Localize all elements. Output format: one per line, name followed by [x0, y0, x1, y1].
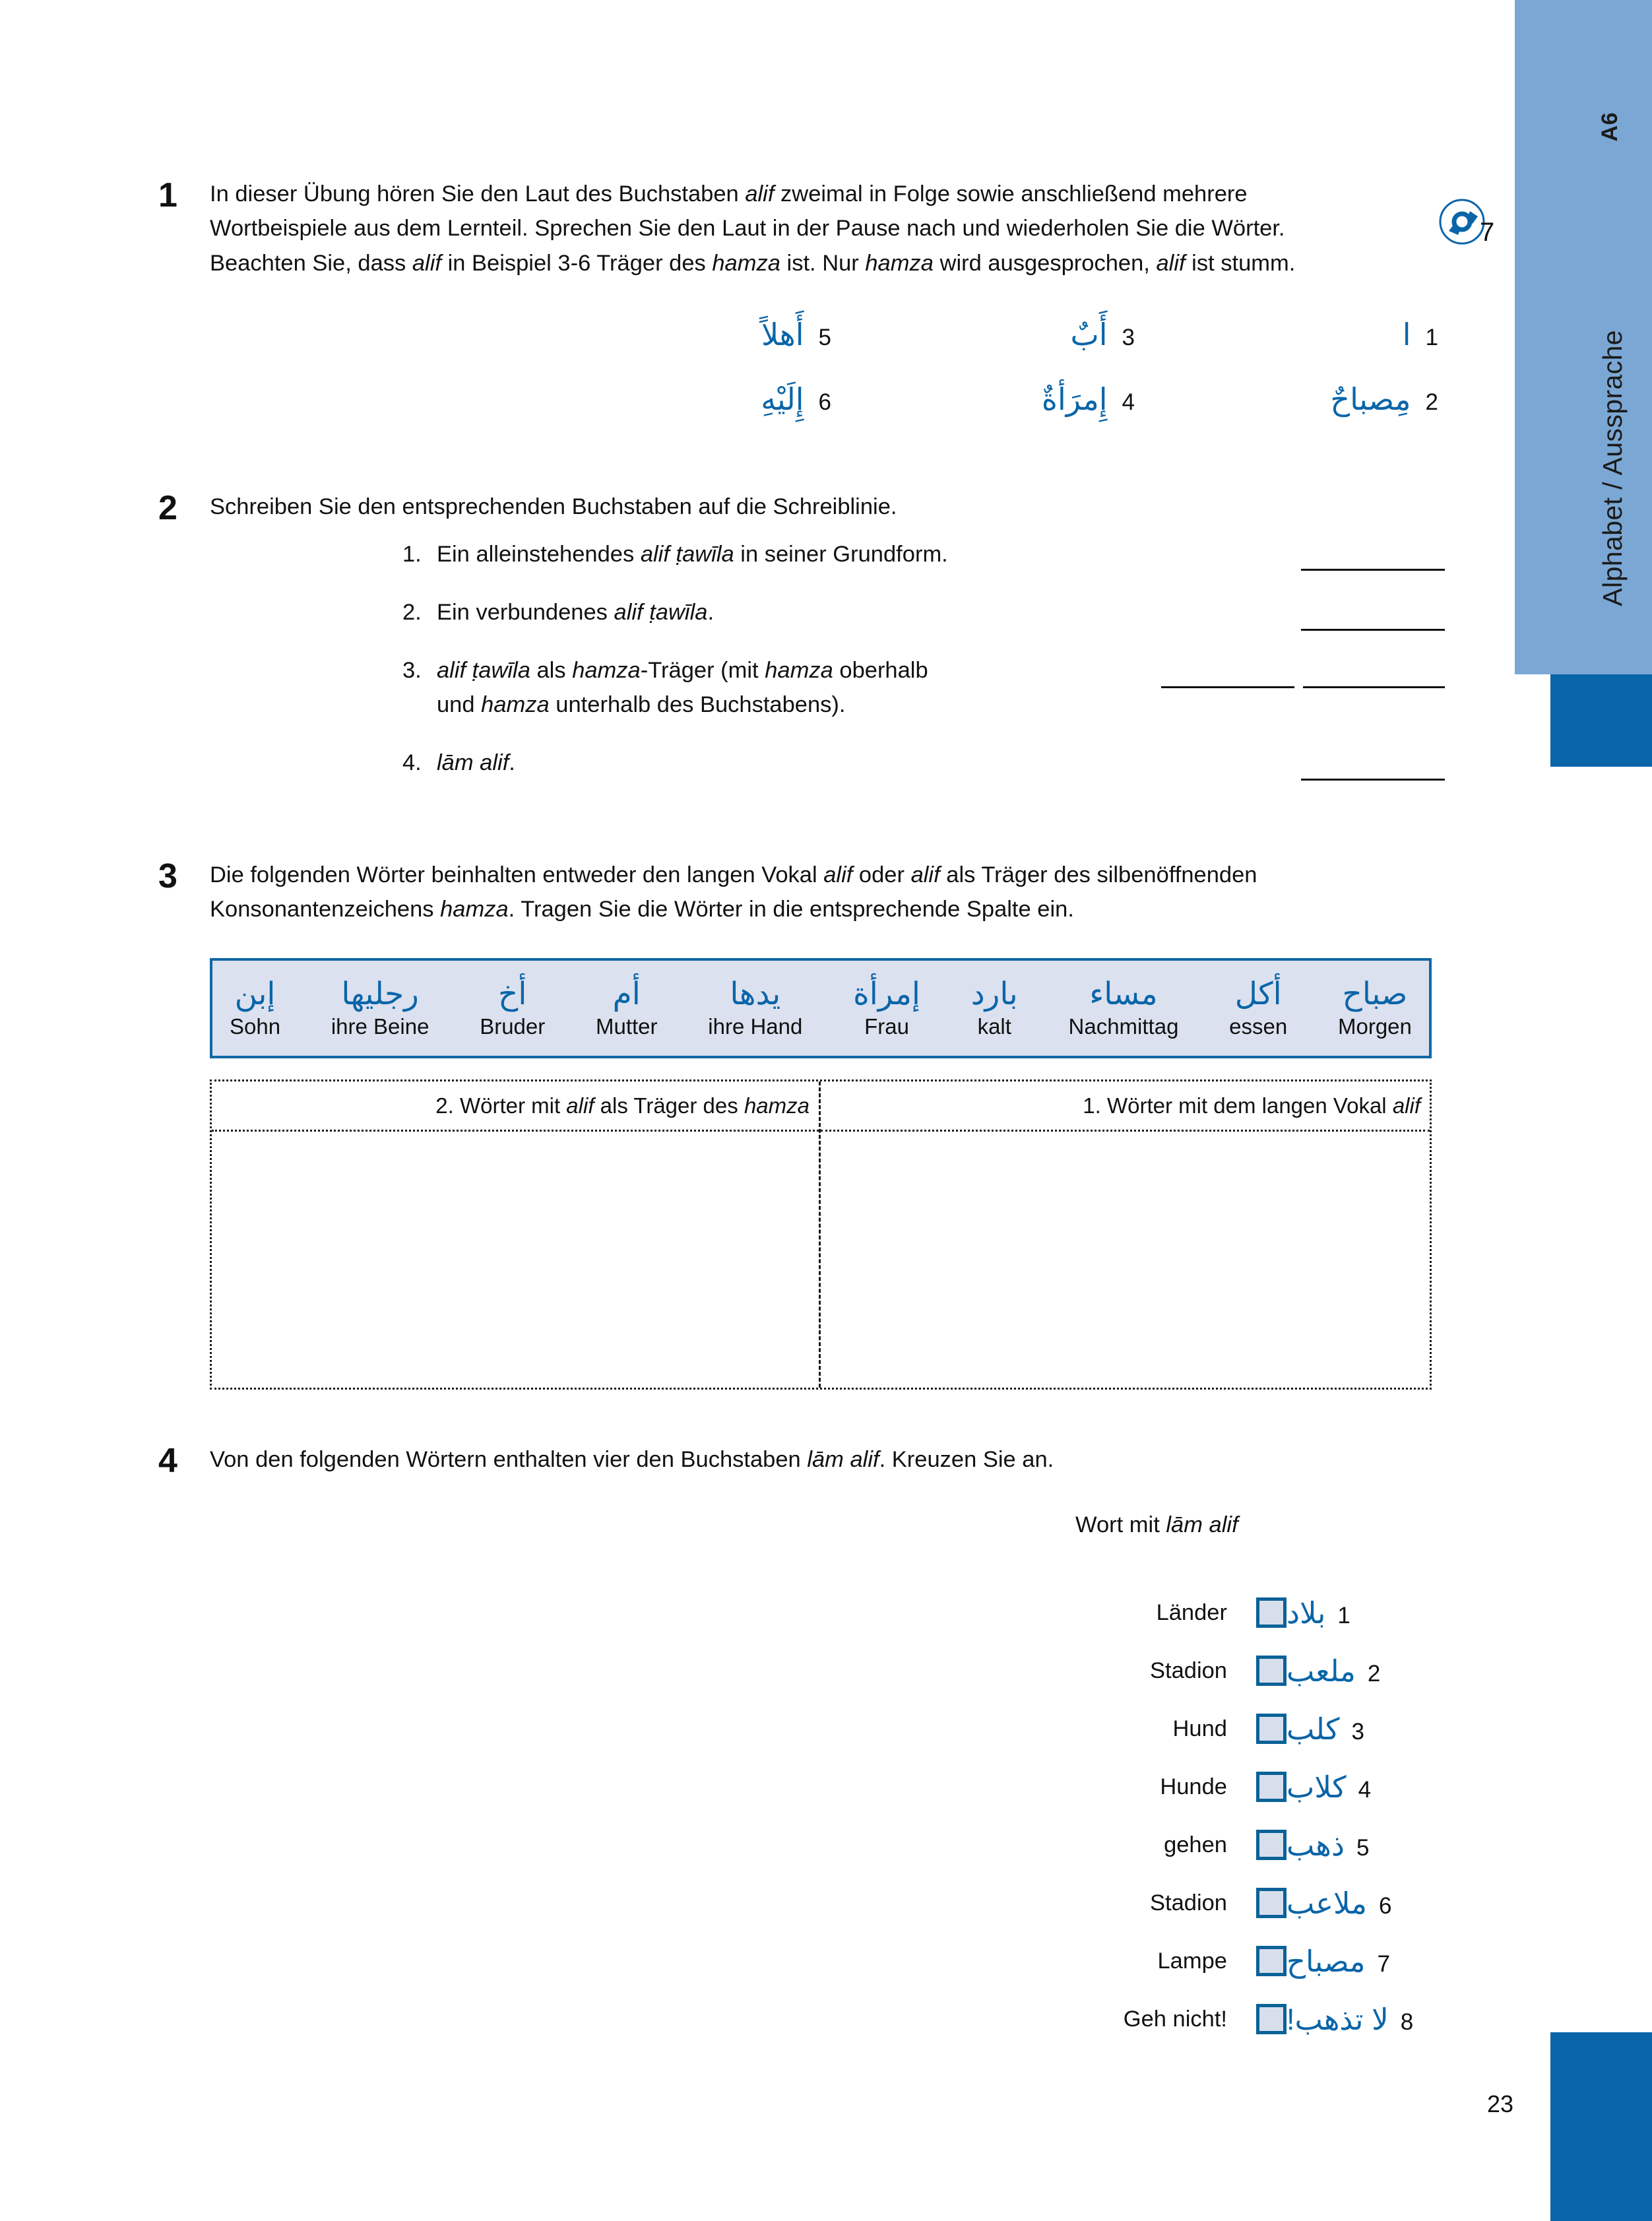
- side-accent-block: [1550, 674, 1652, 767]
- exercise-1-number: 1: [158, 176, 177, 214]
- exercise-2-item-4: [402, 746, 1458, 804]
- answer-column-2-field[interactable]: [212, 1132, 819, 1388]
- word-bank-item: [1229, 977, 1287, 1040]
- row-arabic: ملاعب: [1287, 1886, 1367, 1920]
- word-bank-arabic: إبن: [234, 975, 276, 1011]
- row-german: Geh nicht!: [1123, 2006, 1227, 2032]
- row-arabic-group: [1287, 1712, 1432, 1747]
- row-german: Hund: [1172, 1716, 1227, 1741]
- section-tab: [1515, 0, 1652, 674]
- word-bank-german: Frau: [864, 1014, 909, 1039]
- exercise-1-samples: [614, 317, 1438, 446]
- row-arabic: ملعب: [1287, 1654, 1356, 1688]
- row-arabic: لا تذهب!: [1287, 2002, 1389, 2036]
- row-german: Stadion: [1149, 1658, 1227, 1683]
- exercise-2-item-2: [402, 596, 1458, 654]
- row-german: Stadion: [1149, 1890, 1227, 1915]
- exercise-4: [158, 1442, 1445, 1480]
- row-index: 3: [1351, 1718, 1364, 1745]
- table-row: [976, 1584, 1432, 1642]
- table-row: [976, 1816, 1432, 1874]
- answer-column-2: [212, 1081, 821, 1388]
- row-index: 8: [1400, 2009, 1414, 2035]
- table-row: [976, 1932, 1432, 1990]
- word-bank-item: [853, 977, 920, 1040]
- exercise-2-item-1: [402, 538, 1458, 596]
- row-arabic: كلاب: [1287, 1770, 1347, 1804]
- word-bank-item: [480, 977, 545, 1040]
- row-arabic-group: [1287, 1654, 1432, 1689]
- word-bank-german: Bruder: [480, 1014, 546, 1039]
- word-bank-arabic: يدها: [730, 975, 781, 1011]
- word-bank-arabic: أخ: [498, 975, 527, 1011]
- word-bank-german: Morgen: [1337, 1014, 1412, 1039]
- writing-line-1[interactable]: [1301, 569, 1445, 571]
- column-number: 1.: [1083, 1093, 1101, 1118]
- exercise-1: [158, 177, 1412, 280]
- item-marker: 1.: [402, 542, 422, 567]
- word-bank-item: [596, 977, 658, 1040]
- row-arabic-group: [1287, 1770, 1432, 1805]
- writing-line-3a[interactable]: [1161, 686, 1294, 688]
- column-title: Wörter mit dem langen Vokal alif: [1106, 1093, 1420, 1118]
- word-bank-item: [708, 977, 802, 1040]
- exercise-4-instruction: Von den folgenden Wörtern enthalten vier den Buchstaben lām alif. Kreuzen Sie an.: [210, 1447, 1054, 1472]
- word-bank-arabic: أكل: [1234, 975, 1282, 1011]
- word-bank-arabic: إمرأة: [853, 975, 920, 1011]
- sample-item: [614, 381, 831, 417]
- page-number: 23: [1487, 2090, 1514, 2117]
- word-bank-german: ihre Hand: [708, 1014, 803, 1039]
- table-row: [976, 1642, 1432, 1700]
- row-index: 2: [1367, 1660, 1381, 1687]
- sample-item: [917, 317, 1135, 352]
- exercise-3-line-2: Konsonantenzeichens hamza. Tragen Sie die Wörter in die entsprechende Spalte ein.: [210, 897, 1074, 922]
- word-bank: [210, 958, 1432, 1058]
- word-bank-german: ihre Beine: [331, 1014, 429, 1039]
- answer-table: [210, 1079, 1432, 1390]
- exercise-1-line-3: Beachten Sie, dass alif in Beispiel 3-6 Träger des hamza ist. Nur hamza wird ausgesprochen, alif ist stumm.: [210, 250, 1296, 276]
- checkbox[interactable]: [1256, 1656, 1287, 1686]
- item-marker: 3.: [402, 658, 422, 683]
- sample-index: 2: [1425, 389, 1438, 415]
- row-arabic-group: [1287, 1886, 1432, 1921]
- sample-item: [1221, 381, 1438, 417]
- item-text: lām alif.: [437, 750, 515, 775]
- item-text: alif ṭawīla als hamza-Träger (mit hamza oberhalb und hamza unterhalb des Buchstabens).: [437, 658, 928, 717]
- row-arabic: كلب: [1287, 1712, 1340, 1746]
- answer-column-1-header: [821, 1081, 1430, 1132]
- word-bank-german: kalt: [977, 1014, 1011, 1039]
- exercise-1-instruction: [210, 177, 1404, 280]
- exercise-3: [158, 858, 1445, 927]
- item-marker: 2.: [402, 600, 422, 625]
- answer-column-1: [821, 1081, 1430, 1388]
- column-number: 2.: [435, 1093, 454, 1118]
- exercise-1-line-2: Wortbeispiele aus dem Lernteil. Sprechen Sie den Laut in der Pause nach und wiederholen Sie die Wörter.: [210, 216, 1285, 241]
- table-row: [976, 1990, 1432, 2048]
- row-index: 7: [1377, 1950, 1390, 1977]
- sample-index: 4: [1122, 389, 1135, 415]
- word-bank-item: [230, 977, 280, 1040]
- exercise-4-number: 4: [158, 1442, 177, 1480]
- sample-arabic: أَبٌ: [1070, 317, 1108, 352]
- item-marker: 4.: [402, 750, 422, 775]
- word-bank-item: [971, 977, 1018, 1040]
- writing-line-4[interactable]: [1301, 779, 1445, 781]
- row-arabic-group: [1287, 1595, 1432, 1630]
- row-arabic-group: [1287, 1944, 1432, 1979]
- exercise-2-item-3: [402, 654, 1458, 746]
- sample-index: 1: [1425, 325, 1438, 350]
- side-accent-strip-bottom: [1550, 2032, 1652, 2221]
- word-bank-german: Mutter: [596, 1014, 658, 1039]
- word-bank-arabic: صباح: [1342, 975, 1408, 1011]
- word-bank-arabic: بارد: [970, 975, 1018, 1011]
- exercise-1-line-1: In dieser Übung hören Sie den Laut des Buchstaben alif zweimal in Folge sowie anschließend mehrere: [210, 181, 1248, 207]
- exercise-2: [158, 489, 1412, 527]
- sample-arabic: مِصباحٌ: [1330, 382, 1411, 416]
- exercise-3-line-1: Die folgenden Wörter beinhalten entweder den langen Vokal alif oder alif als Träger des silbenöffnenden: [210, 862, 1257, 887]
- exercise-4-rows: [976, 1584, 1432, 2048]
- checkbox[interactable]: [1256, 1830, 1287, 1860]
- sample-index: 3: [1122, 325, 1135, 350]
- row-arabic: بلاد: [1287, 1595, 1326, 1630]
- word-bank-german: essen: [1229, 1014, 1288, 1039]
- table-row: [976, 1700, 1432, 1758]
- sample-item: [917, 381, 1135, 417]
- answer-column-1-field[interactable]: [821, 1132, 1430, 1388]
- row-arabic: ذهب: [1287, 1828, 1345, 1862]
- row-german: Hunde: [1160, 1774, 1227, 1799]
- row-german: Länder: [1156, 1599, 1227, 1625]
- row-german: gehen: [1164, 1832, 1227, 1857]
- checkbox[interactable]: [1256, 2004, 1287, 2034]
- writing-line-2[interactable]: [1301, 629, 1445, 631]
- sample-index: 5: [818, 325, 831, 350]
- exercise-3-instruction: [210, 858, 1444, 927]
- sample-row-1: [614, 317, 1438, 381]
- sample-item: [614, 317, 831, 352]
- row-arabic-group: [1287, 1828, 1432, 1863]
- word-bank-arabic: مساء: [1089, 975, 1158, 1011]
- exercise-3-number: 3: [158, 857, 177, 895]
- item-text: Ein alleinstehendes alif ṭawīla in seiner Grundform.: [437, 542, 948, 567]
- row-german: Lampe: [1157, 1948, 1227, 1974]
- exercise-2-instruction: Schreiben Sie den entsprechenden Buchstaben auf die Schreiblinie.: [210, 494, 897, 519]
- row-arabic-group: [1287, 2002, 1432, 2037]
- sample-arabic: ا: [1402, 317, 1411, 352]
- checkbox[interactable]: [1256, 1714, 1287, 1744]
- checkbox[interactable]: [1256, 1888, 1287, 1918]
- sample-item: [1221, 317, 1438, 352]
- word-bank-arabic: رجليها: [341, 975, 419, 1011]
- section-label: Alphabet / Aussprache: [1597, 330, 1628, 606]
- row-arabic: مصباح: [1287, 1944, 1366, 1978]
- word-bank-german: Sohn: [230, 1014, 281, 1039]
- word-bank-arabic: أم: [612, 975, 641, 1011]
- table-row: [976, 1758, 1432, 1816]
- word-bank-german: Nachmittag: [1068, 1014, 1179, 1039]
- answer-column-2-header: [212, 1081, 819, 1132]
- row-index: 1: [1337, 1602, 1350, 1628]
- section-code: A6: [1597, 112, 1622, 142]
- exercise-2-items: [402, 538, 1458, 804]
- word-bank-item: [1069, 977, 1179, 1040]
- audio-track-number: 7: [1480, 218, 1495, 247]
- row-index: 4: [1358, 1776, 1372, 1803]
- exercise-4-column-header: Wort mit lām alif: [1075, 1512, 1238, 1537]
- sample-index: 6: [818, 389, 831, 415]
- column-title: Wörter mit alif als Träger des hamza: [459, 1093, 810, 1118]
- word-bank-item: [331, 977, 429, 1040]
- sample-arabic: إِلَيْهِ: [761, 382, 804, 416]
- row-index: 6: [1379, 1892, 1392, 1919]
- checkbox[interactable]: [1256, 1772, 1287, 1802]
- sample-arabic: أَهلاً: [761, 317, 804, 352]
- checkbox[interactable]: [1256, 1946, 1287, 1976]
- writing-line-3b[interactable]: [1303, 686, 1445, 688]
- exercise-2-number: 2: [158, 489, 177, 527]
- word-bank-item: [1338, 977, 1412, 1040]
- table-row: [976, 1874, 1432, 1932]
- item-text: Ein verbundenes alif ṭawīla.: [437, 600, 715, 625]
- row-index: 5: [1356, 1834, 1370, 1861]
- sample-row-2: [614, 381, 1438, 446]
- sample-arabic: إِمرَأةٌ: [1041, 382, 1108, 416]
- checkbox[interactable]: [1256, 1597, 1287, 1628]
